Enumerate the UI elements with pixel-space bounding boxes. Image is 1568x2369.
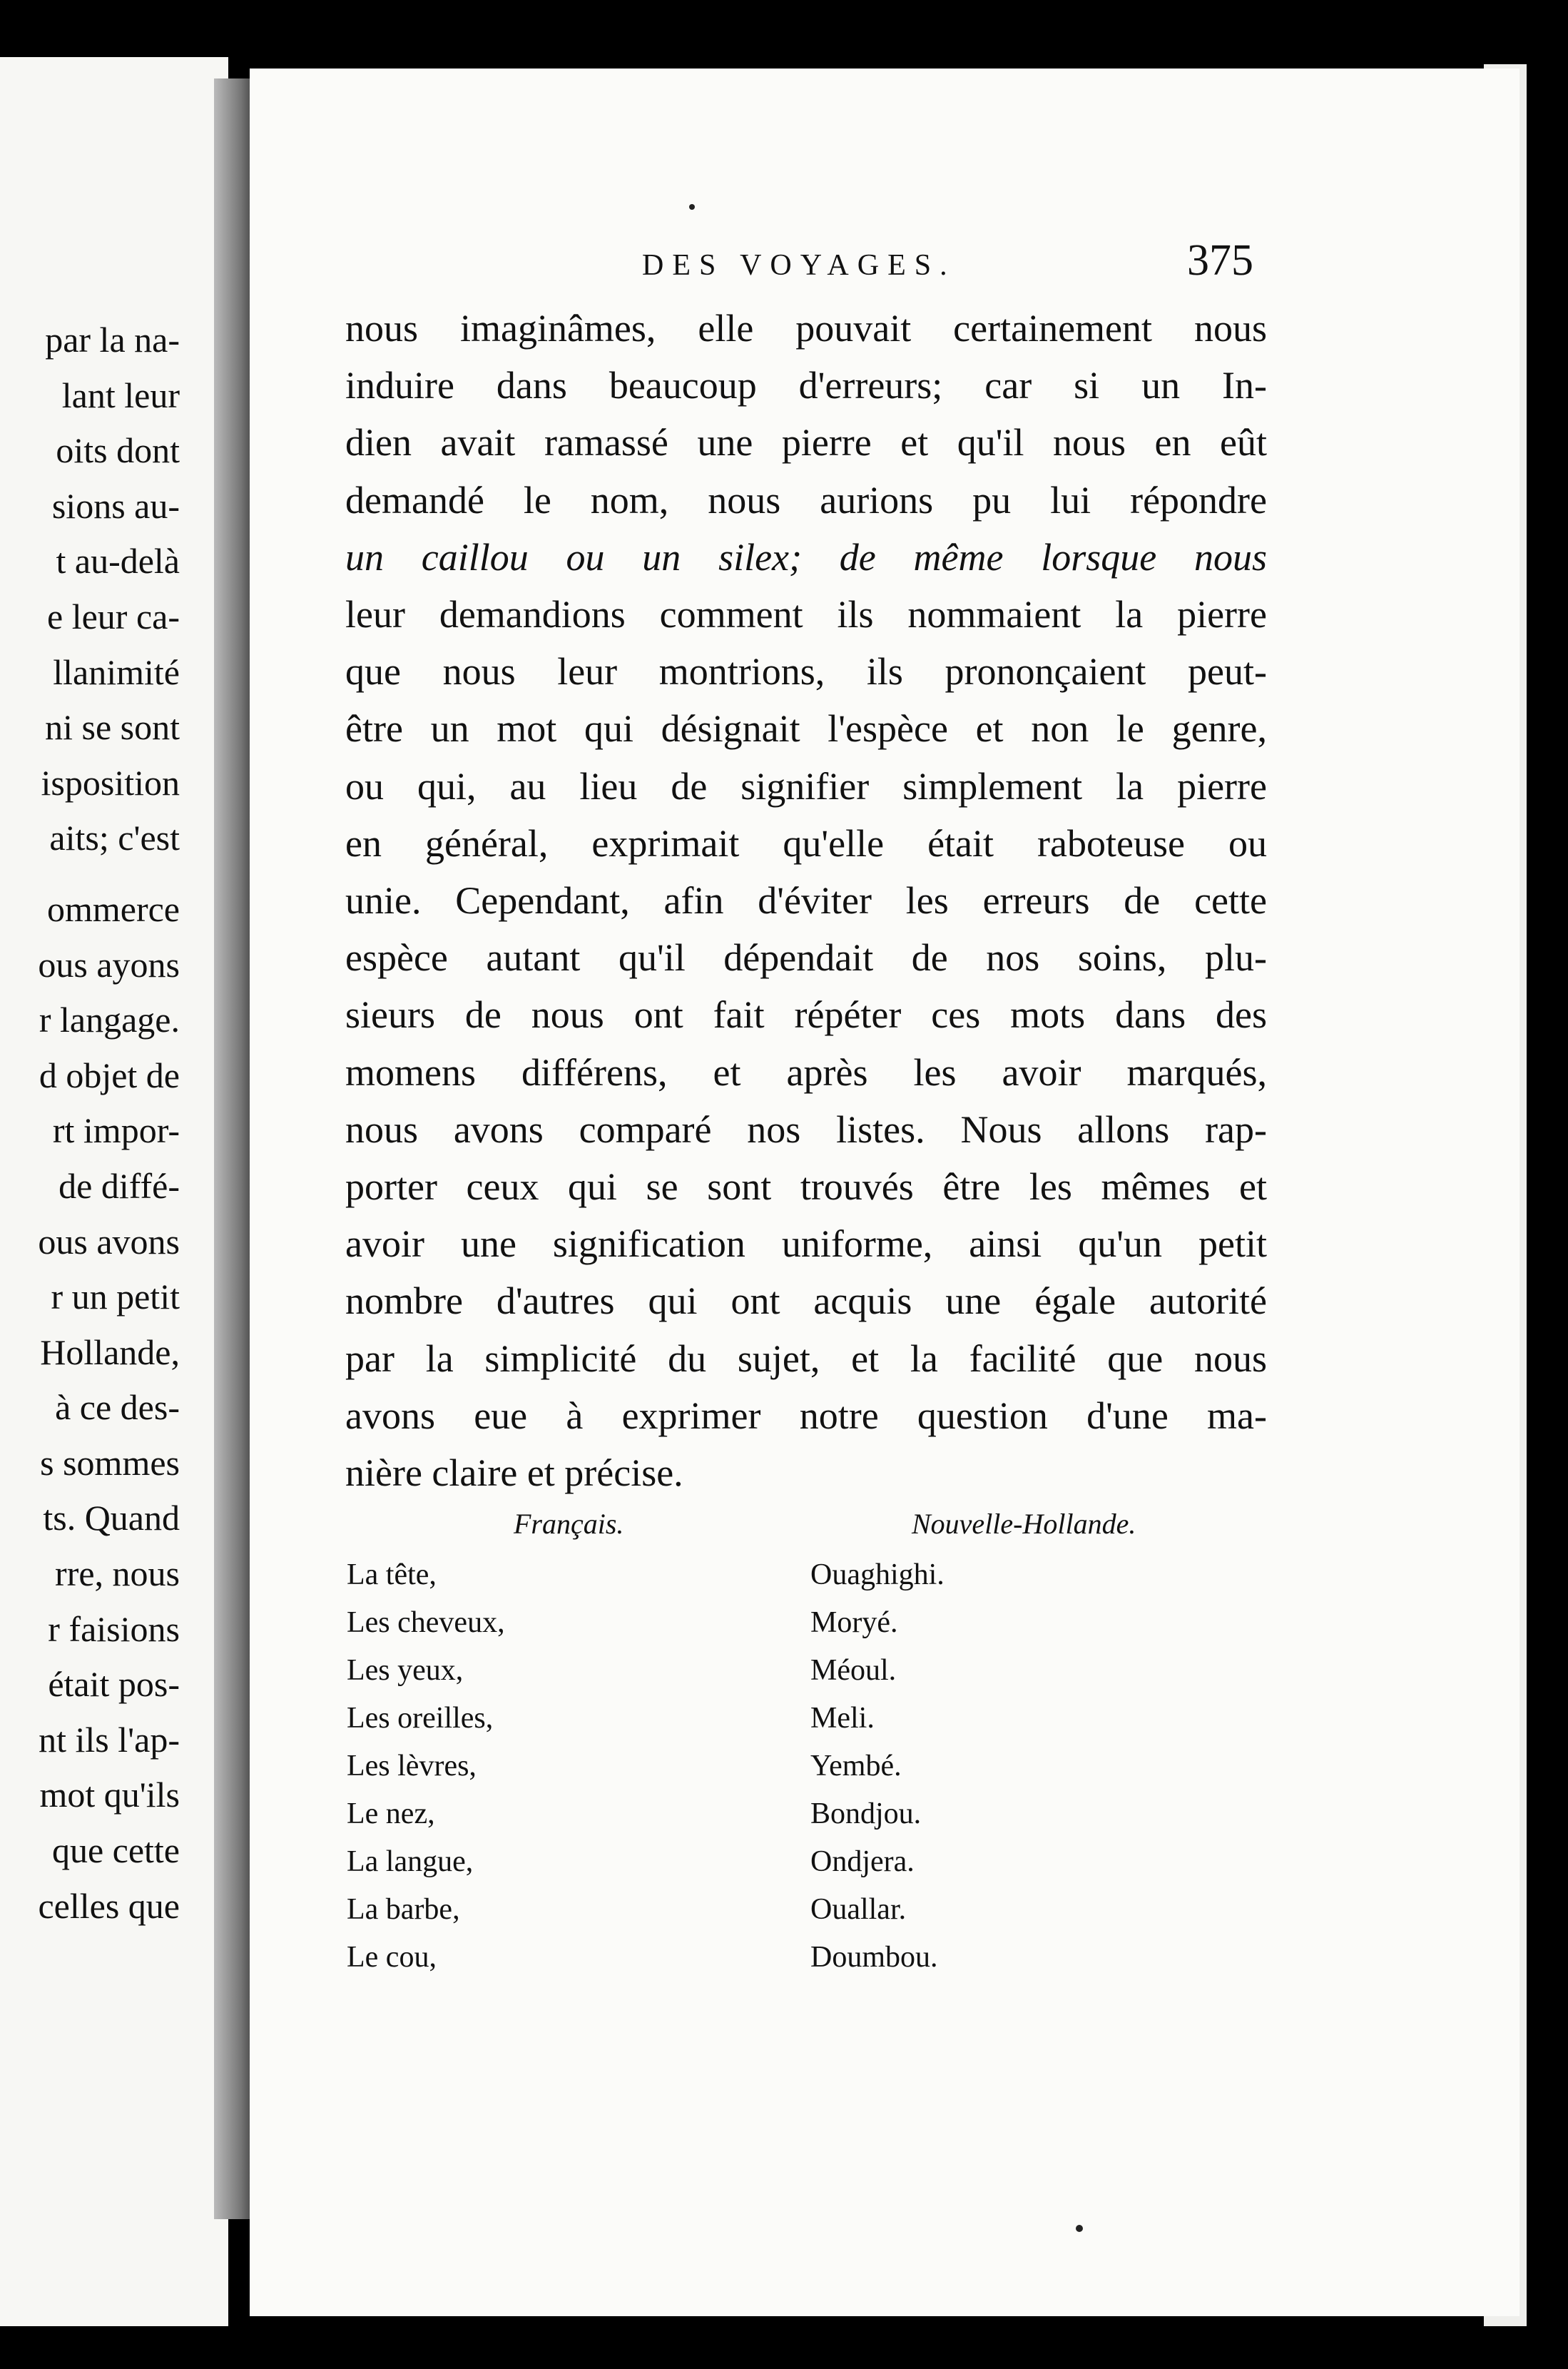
word-list-row (347, 1742, 1274, 1790)
left-line: sions au- (51, 485, 180, 526)
column-header-new-holland: Nouvelle-Hollande. (912, 1508, 1136, 1540)
body-line: leur demandions comment ils nommaient la pierre (345, 593, 1267, 636)
left-line: ous avons (38, 1221, 180, 1262)
body-line: ou qui, au lieu de signifier simplement la pierre (345, 764, 1267, 808)
left-line: ous ayons (38, 944, 180, 985)
native-word: Ouaghighi. (810, 1558, 945, 1591)
french-word: Les yeux, (347, 1654, 464, 1687)
word-list-row (347, 1934, 1274, 1982)
word-list-row (347, 1886, 1274, 1934)
body-line: un caillou ou un silex; de même lorsque nous (345, 535, 1267, 579)
left-line: que cette (51, 1830, 180, 1871)
french-word: Le nez, (347, 1797, 435, 1830)
left-line: isposition (41, 762, 180, 803)
body-line: par la simplicité du sujet, et la facilité que nous (345, 1336, 1267, 1380)
body-line: nombre d'autres qui ont acquis une égale autorité (345, 1279, 1267, 1323)
left-line: ommerce (46, 888, 180, 929)
french-word: Les lèvres, (347, 1750, 477, 1782)
body-line: sieurs de nous ont fait répéter ces mots dans des (345, 993, 1267, 1037)
left-line: lant leur (61, 375, 180, 415)
french-word: Les oreilles, (347, 1702, 494, 1735)
left-line: ts. Quand (43, 1498, 180, 1538)
left-line: rt impor- (52, 1110, 180, 1151)
left-line: rre, nous (55, 1553, 180, 1594)
left-page-text (38, 313, 180, 1934)
left-line: t au-delà (56, 541, 180, 582)
ink-speck (689, 204, 695, 210)
column-header-french: Français. (514, 1508, 624, 1540)
french-word: La tête, (347, 1558, 437, 1591)
body-line: être un mot qui désignait l'espèce et non le genre, (345, 707, 1267, 751)
body-line: avoir une signification uniforme, ainsi qu'un petit (345, 1222, 1267, 1266)
body-line: momens différens, et après les avoir marqués, (345, 1050, 1267, 1094)
body-paragraph (345, 300, 1267, 1501)
french-word: Le cou, (347, 1941, 437, 1974)
page-number: 375 (1187, 236, 1253, 285)
left-line: e leur ca- (47, 596, 180, 636)
ink-speck (1076, 2225, 1083, 2232)
body-line: unie. Cependant, afin d'éviter les erreurs de cette (345, 879, 1267, 923)
body-line: dien avait ramassé une pierre et qu'il nous en eût (345, 421, 1267, 465)
word-list-row (347, 1695, 1274, 1742)
word-list-row (347, 1599, 1274, 1647)
native-word: Méoul. (810, 1654, 897, 1687)
word-list-row (347, 1838, 1274, 1886)
left-line: llanimité (53, 651, 180, 692)
left-line: aits; c'est (49, 818, 180, 858)
french-word: La langue, (347, 1845, 474, 1878)
native-word: Ouallar. (810, 1893, 907, 1926)
body-line: espèce autant qu'il dépendait de nos soins, plu- (345, 936, 1267, 980)
left-line: r faisions (48, 1608, 180, 1649)
left-line: nt ils l'ap- (39, 1719, 180, 1760)
body-line: avons eue à exprimer notre question d'une ma- (345, 1394, 1267, 1437)
left-line: était pos- (48, 1664, 180, 1705)
word-list-row (347, 1551, 1274, 1599)
left-line: par la na- (45, 320, 180, 360)
native-word: Bondjou. (810, 1797, 922, 1830)
body-line: porter ceux qui se sont trouvés être les mêmes et (345, 1165, 1267, 1209)
left-line: d objet de (39, 1055, 180, 1095)
french-word: Les cheveux, (347, 1606, 505, 1639)
left-line: celles que (38, 1885, 180, 1926)
body-line: nous imaginâmes, elle pouvait certainement nous (345, 307, 1267, 350)
word-list-row (347, 1647, 1274, 1695)
left-line: r langage. (39, 1000, 180, 1040)
left-line: mot qu'ils (39, 1775, 180, 1815)
running-title: DES VOYAGES. (642, 249, 956, 282)
native-word: Moryé. (810, 1606, 898, 1639)
body-line: induire dans beaucoup d'erreurs; car si un In- (345, 364, 1267, 407)
left-line: Hollande, (40, 1331, 180, 1372)
word-list (347, 1551, 1274, 1982)
native-word: Doumbou. (810, 1941, 938, 1974)
left-line: de diffé- (58, 1165, 180, 1206)
left-line: ni se sont (45, 707, 180, 748)
body-line: nière claire et précise. (345, 1451, 683, 1495)
left-line: à ce des- (55, 1387, 180, 1428)
body-line: demandé le nom, nous aurions pu lui répondre (345, 478, 1267, 522)
french-word: La barbe, (347, 1893, 460, 1926)
left-page (0, 57, 228, 2326)
body-line: que nous leur montrions, ils prononçaient peut- (345, 650, 1267, 694)
word-list-row (347, 1790, 1274, 1838)
left-line: r un petit (51, 1277, 180, 1317)
native-word: Meli. (810, 1702, 875, 1735)
left-line: oits dont (56, 430, 180, 471)
body-line: nous avons comparé nos listes. Nous allons rap- (345, 1107, 1267, 1151)
native-word: Ondjera. (810, 1845, 915, 1878)
native-word: Yembé. (810, 1750, 902, 1782)
left-line: s sommes (40, 1442, 180, 1483)
body-line: en général, exprimait qu'elle était raboteuse ou (345, 821, 1267, 865)
